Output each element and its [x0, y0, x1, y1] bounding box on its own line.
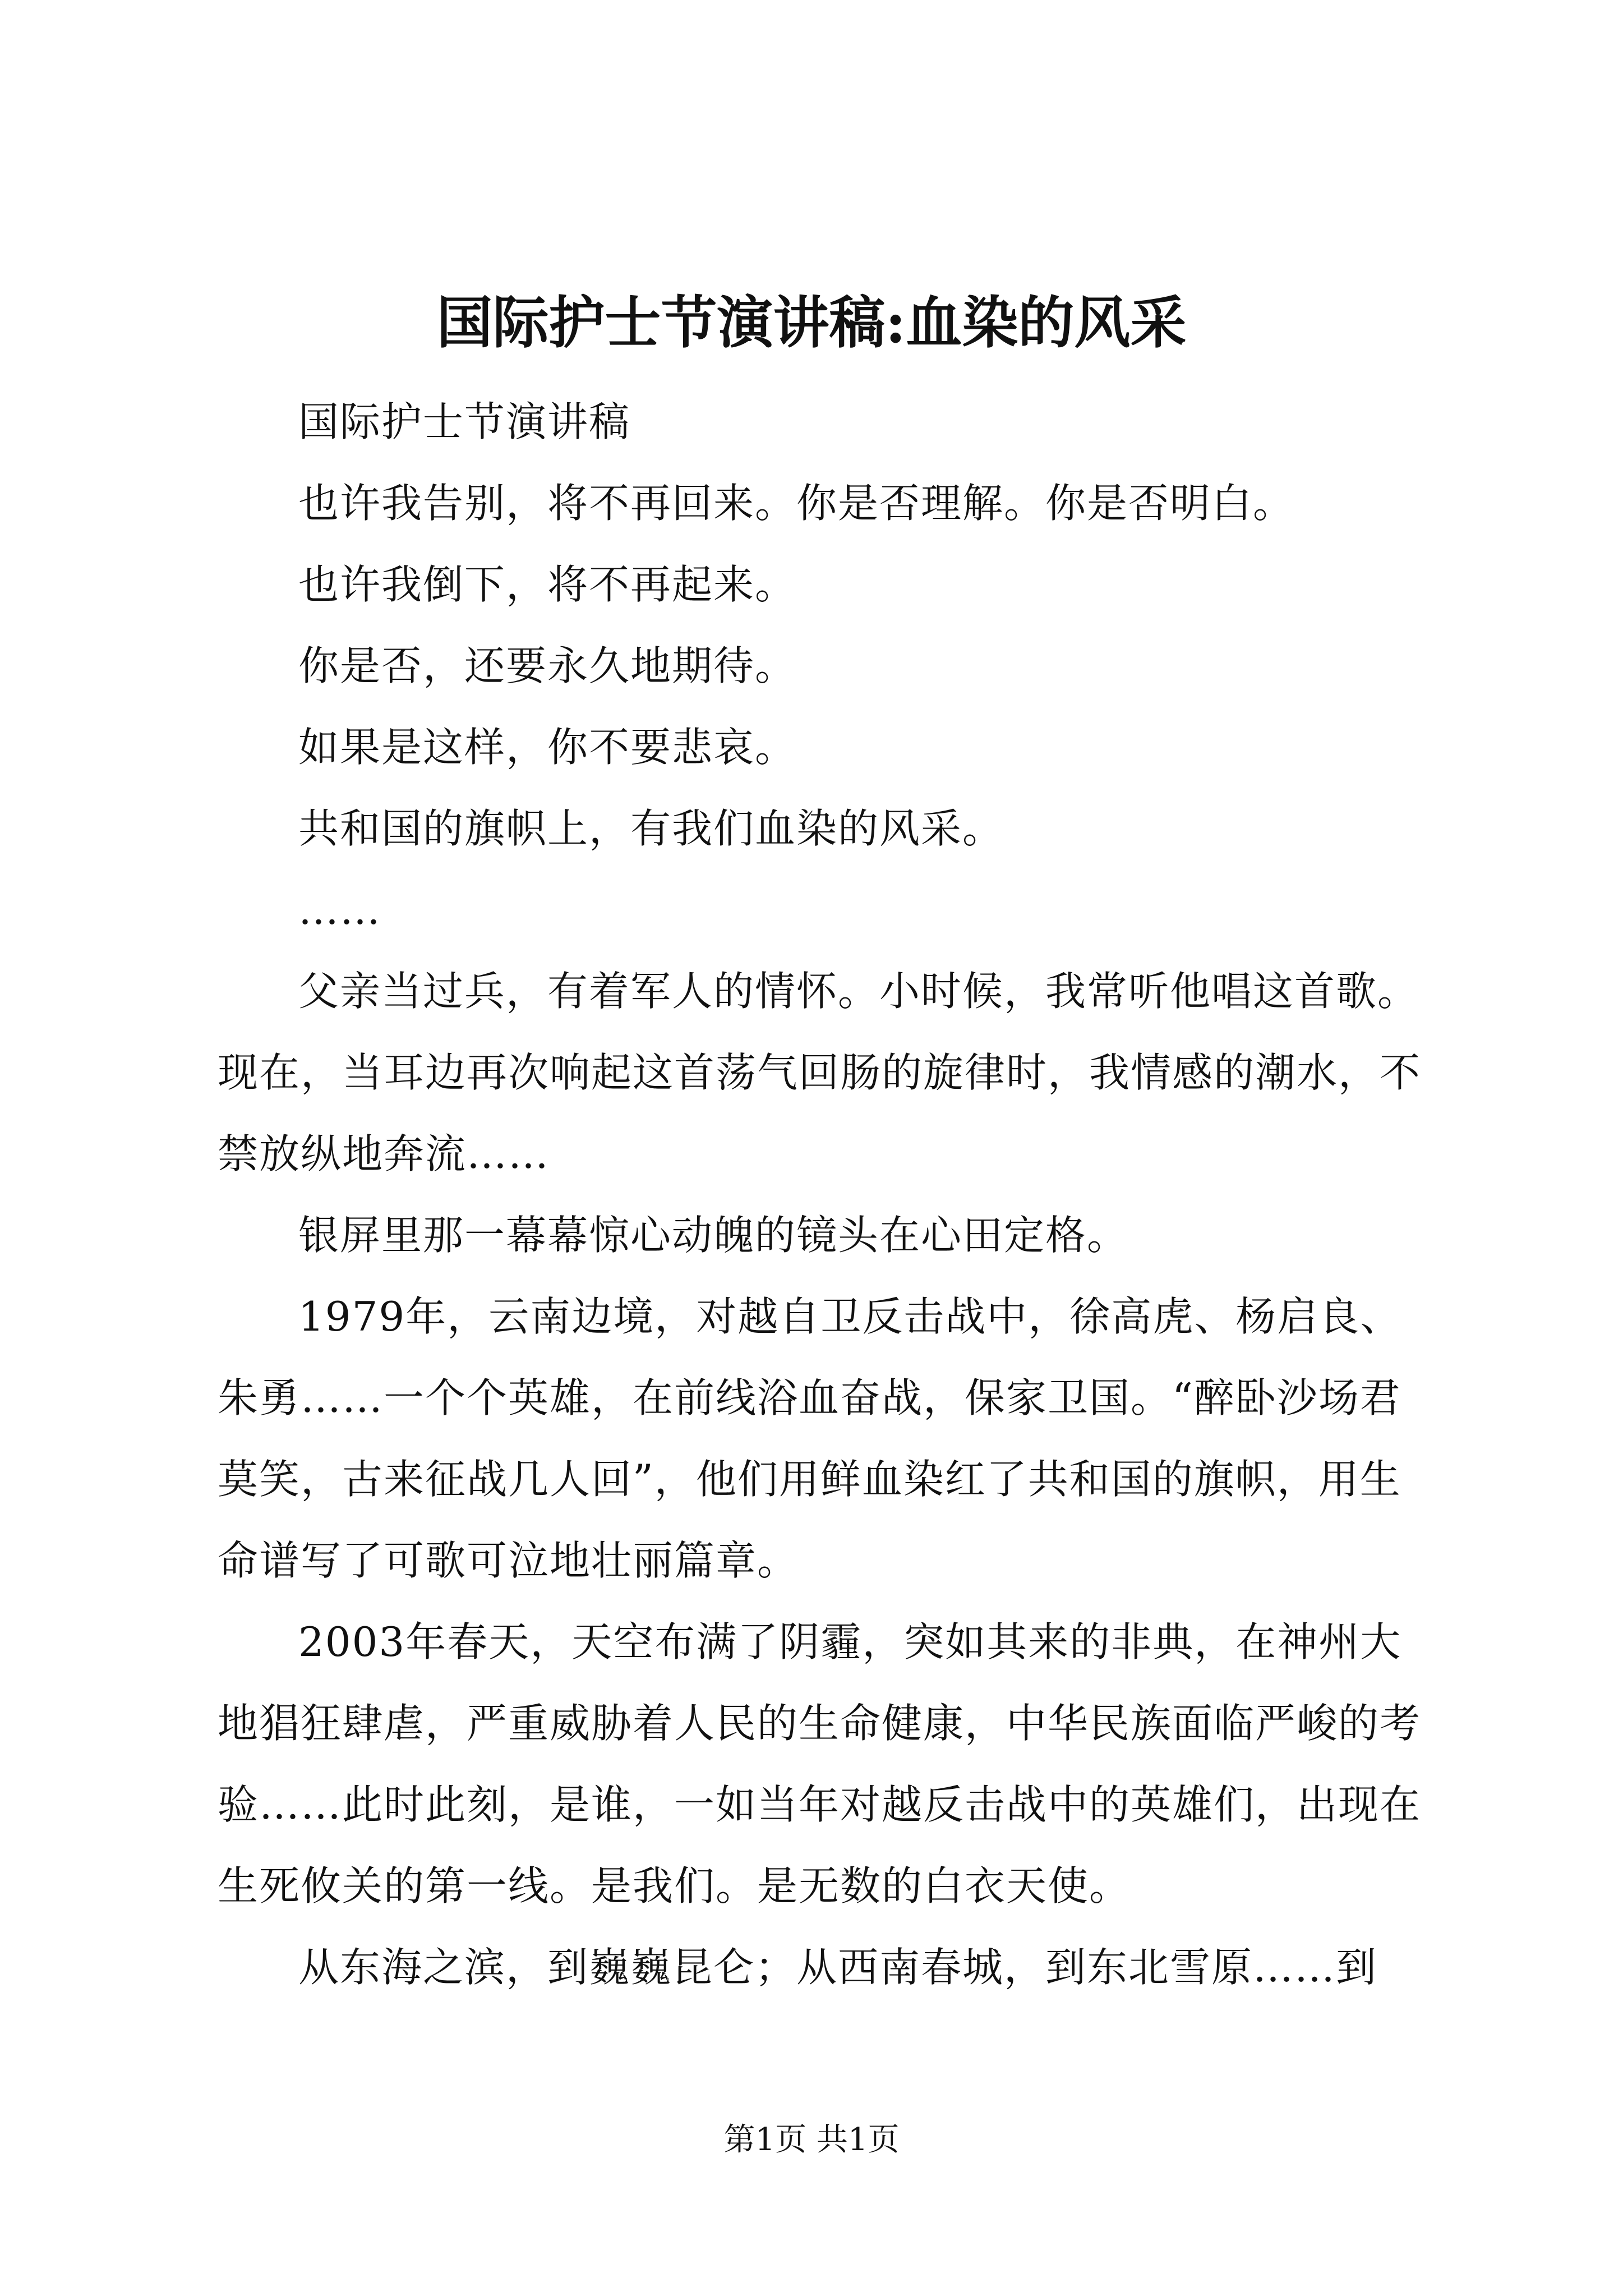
poem-line-2: 也许我倒下，将不再起来。 — [298, 561, 797, 608]
subtitle-line: 国际护士节演讲稿 — [298, 398, 631, 445]
paragraph-screen: 银屏里那一幕幕惊心动魄的镜头在心田定格。 — [298, 1212, 1129, 1259]
poem-line-3: 你是否，还要永久地期待。 — [298, 642, 797, 689]
paragraph-father: 父亲当过兵，有着军人的情怀。小时候，我常听他唱这首歌。现在，当耳边再次响起这首荡气回肠的旋律时，我情感的潮水，不禁放纵地奔流…… — [218, 968, 1422, 1177]
document-title: 国际护士节演讲稿:血染的风采 — [436, 289, 1187, 356]
poem-line-5: 共和国的旗帜上，有我们血染的风采。 — [298, 805, 1004, 852]
paragraph-1979: 1979年，云南边境，对越自卫反击战中，徐高虎、杨启良、朱勇……一个个英雄，在前线浴血奋战，保家卫国。“醉卧沙场君莫笑，古来征战几人回”，他们用鲜血染红了共和国的旗帜，用生命谱写了可歌可泣地壮丽篇章。 — [218, 1293, 1402, 1584]
paragraph-east-sea: 从东海之滨，到巍巍昆仑；从西南春城，到东北雪原……到 — [298, 1944, 1378, 1991]
document-body — [218, 381, 1429, 2008]
paragraph-2003: 2003年春天，天空布满了阴霾，突如其来的非典，在神州大地猖狂肆虐，严重威胁着人民的生命健康，中华民族面临严峻的考验……此时此刻，是谁，一如当年对越反击战中的英雄们，出现在生死攸关的第一线。是我们。是无数的白衣天使。 — [218, 1618, 1422, 1910]
poem-line-4: 如果是这样，你不要悲哀。 — [298, 724, 797, 771]
ellipsis-line: …… — [298, 886, 381, 933]
poem-line-1: 也许我告别，将不再回来。你是否理解。你是否明白。 — [298, 480, 1295, 527]
page-footer: 第1页 共1页 — [723, 2122, 900, 2158]
